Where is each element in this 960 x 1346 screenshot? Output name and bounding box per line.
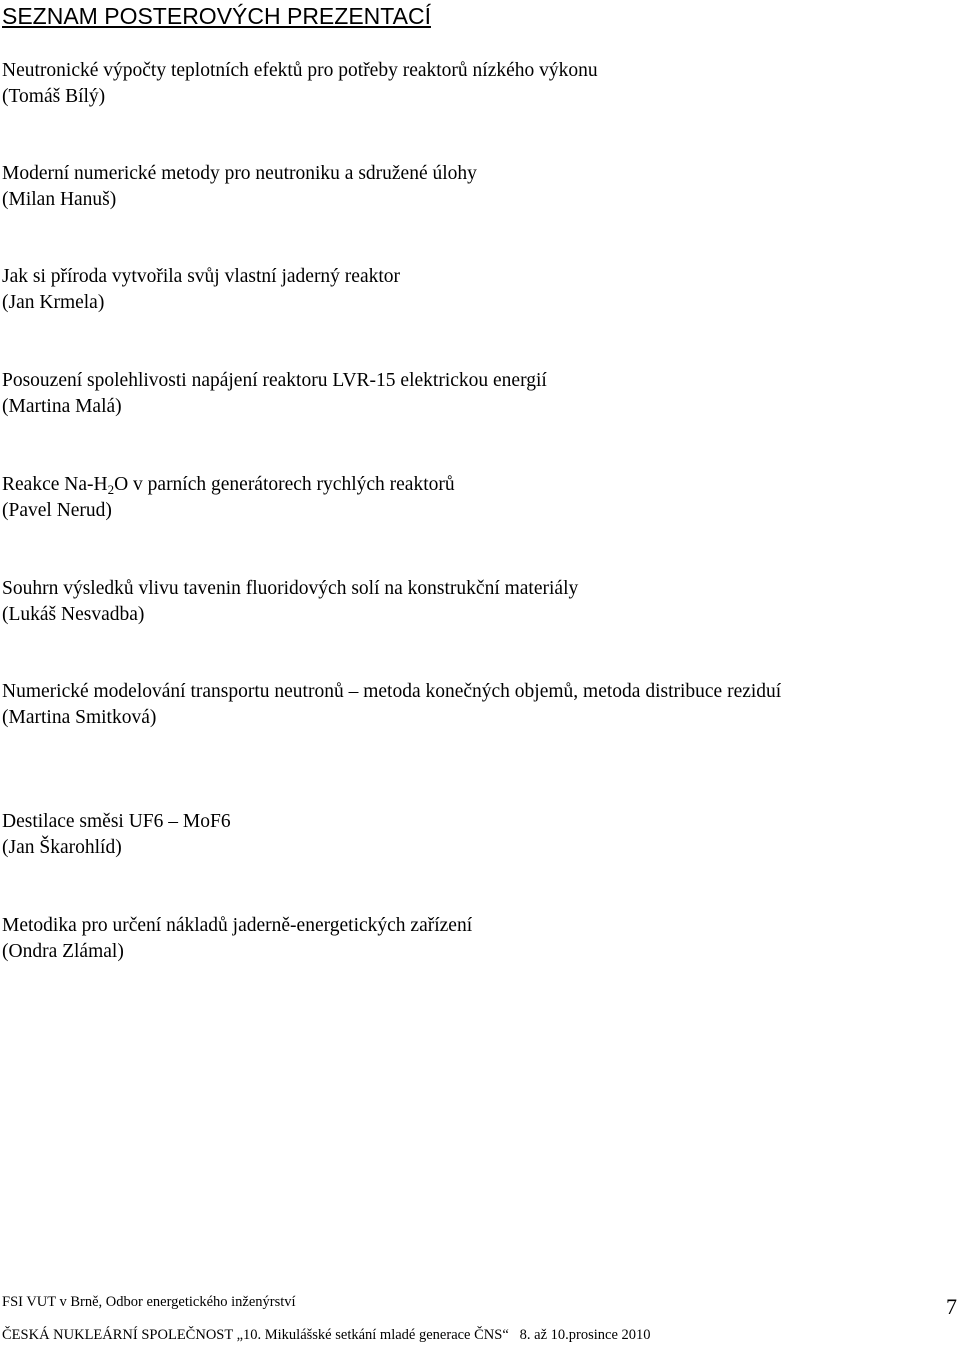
- title-part: Reakce Na-H: [2, 474, 108, 495]
- poster-title: Metodika pro určení nákladů jaderně-energetických zařízení: [2, 915, 473, 936]
- poster-author: (Ondra Zlámal): [2, 941, 124, 962]
- poster-author: (Lukáš Nesvadba): [2, 604, 145, 625]
- poster-author: (Milan Hanuš): [2, 189, 117, 210]
- poster-title: Souhrn výsledků vlivu tavenin fluoridových solí na konstrukční materiály: [2, 578, 579, 599]
- poster-title: Posouzení spolehlivosti napájení reaktoru LVR-15 elektrickou energií: [2, 370, 547, 391]
- poster-title: Numerické modelování transportu neutronů – metoda konečných objemů, metoda distribuce reziduí: [2, 681, 782, 702]
- page-heading: SEZNAM POSTEROVÝCH PREZENTACÍ: [2, 3, 431, 29]
- poster-entry: [2, 679, 952, 731]
- poster-entry: [2, 368, 952, 420]
- poster-entry: [2, 809, 952, 861]
- poster-author: (Jan Škarohlíd): [2, 837, 122, 858]
- poster-title: Neutronické výpočty teplotních efektů pro potřeby reaktorů nízkého výkonu: [2, 60, 598, 81]
- poster-author: (Martina Smitková): [2, 707, 157, 728]
- page-number: 7: [946, 1294, 957, 1319]
- poster-entry: [2, 576, 952, 628]
- poster-entry: [2, 472, 952, 524]
- poster-title: Jak si příroda vytvořila svůj vlastní jaderný reaktor: [2, 266, 401, 287]
- poster-title: Moderní numerické metody pro neutroniku a sdružené úlohy: [2, 163, 477, 184]
- poster-entry: [2, 913, 952, 965]
- poster-entry: [2, 58, 952, 110]
- footer-event: ČESKÁ NUKLEÁRNÍ SPOLEČNOST „10. Mikulášské setkání mladé generace ČNS“ 8. až 10.prosince 2010: [2, 1327, 651, 1343]
- poster-author: (Jan Krmela): [2, 292, 105, 313]
- title-part: O v parních generátorech rychlých reaktorů: [114, 474, 455, 495]
- poster-title: Destilace směsi UF6 – MoF6: [2, 811, 231, 832]
- poster-entry: [2, 264, 952, 316]
- poster-author: (Pavel Nerud): [2, 500, 112, 521]
- poster-author: (Martina Malá): [2, 396, 122, 417]
- footer-institution: FSI VUT v Brně, Odbor energetického inženýrství: [2, 1294, 296, 1310]
- poster-entry: [2, 161, 952, 213]
- subscript: 2: [107, 482, 115, 497]
- poster-author: (Tomáš Bílý): [2, 86, 106, 107]
- poster-title: [2, 472, 952, 498]
